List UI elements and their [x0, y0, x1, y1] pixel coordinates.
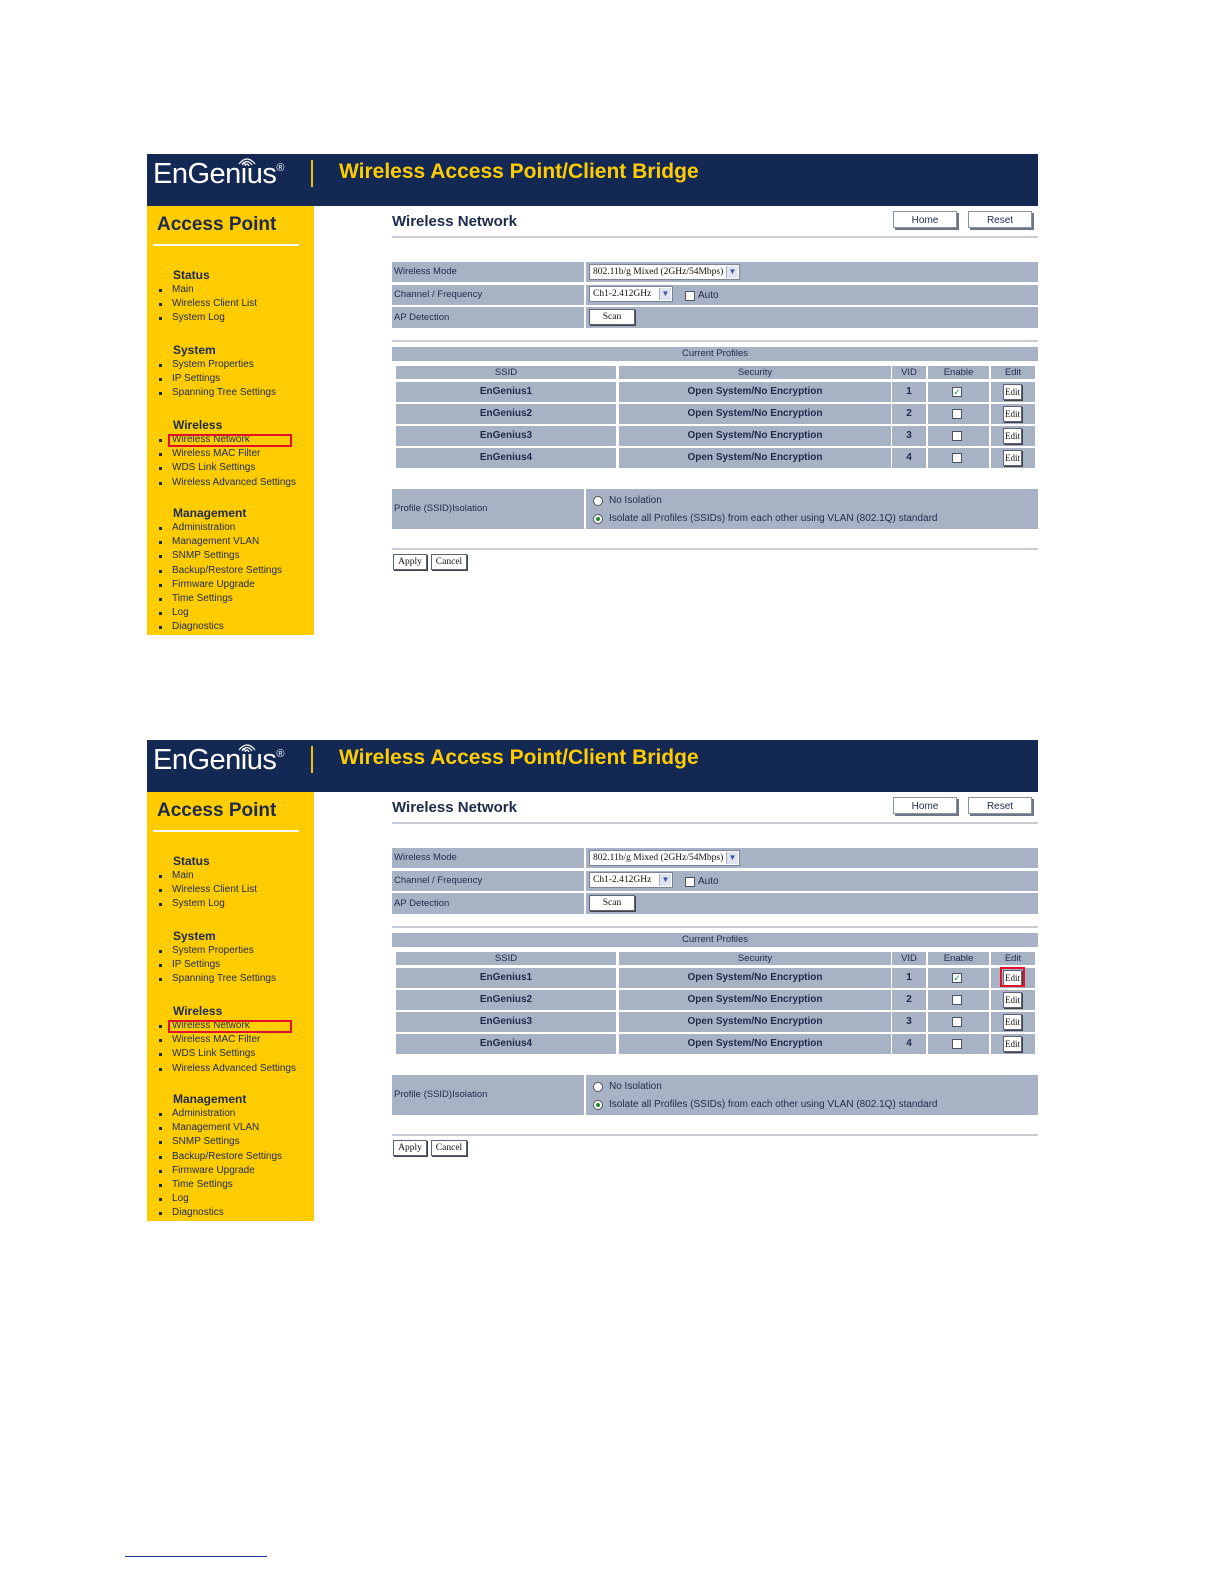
enable-header: Enable [928, 952, 989, 965]
sidebar-item[interactable]: Administration [172, 522, 236, 533]
sidebar-title: Access Point [157, 800, 277, 821]
channel-select[interactable] [589, 872, 673, 888]
sidebar-item[interactable]: IP Settings [172, 959, 221, 971]
auto-checkbox[interactable] [685, 877, 695, 887]
wifi-wave-icon [237, 739, 257, 751]
ssid-header: SSID [396, 952, 616, 965]
bullet-icon [159, 889, 162, 892]
profile-vid: 4 [892, 448, 926, 468]
scan-button[interactable]: Scan [589, 895, 635, 911]
sidebar-item[interactable]: Backup/Restore Settings [172, 564, 283, 576]
bullet-icon [159, 1212, 162, 1215]
bullet-icon [159, 584, 162, 587]
bullet-icon [159, 1156, 162, 1159]
screenshot-2 [147, 740, 1038, 1221]
bullet-icon [159, 453, 162, 456]
sidebar-item[interactable]: Wireless Network [172, 434, 250, 445]
sidebar-item[interactable]: System Log [172, 898, 225, 910]
bullet-icon [159, 1039, 162, 1042]
header-title: Wireless Access Point/Client Bridge [339, 160, 699, 183]
ap-detection-cell [586, 893, 1038, 914]
header [147, 740, 1038, 792]
wireless-mode-label: Wireless Mode [392, 262, 584, 282]
profile-security: Open System/No Encryption [619, 448, 891, 468]
sidebar-item[interactable]: Wireless MAC Filter [172, 448, 261, 460]
ssid-header: SSID [396, 366, 616, 379]
sidebar-item[interactable]: Administration [172, 1108, 236, 1119]
vid-header: VID [892, 952, 926, 965]
sidebar-divider [153, 244, 299, 246]
channel-label: Channel / Frequency [392, 285, 584, 305]
scan-button[interactable]: Scan [589, 309, 635, 325]
profile-security: Open System/No Encryption [619, 1034, 891, 1054]
profile-edit-button[interactable]: Edit [1003, 1014, 1022, 1030]
edit-header: Edit [991, 952, 1035, 965]
vid-header: VID [892, 366, 926, 379]
profile-edit-button[interactable]: Edit [1003, 1036, 1022, 1052]
profile-security: Open System/No Encryption [619, 1012, 891, 1032]
profile-ssid: EnGenius2 [396, 404, 616, 424]
screenshot-1 [147, 154, 1038, 635]
profile-ssid: EnGenius3 [396, 426, 616, 446]
isolation-radio[interactable] [593, 496, 603, 506]
sidebar-item[interactable]: Main [172, 284, 194, 295]
profile-vid: 3 [892, 1012, 926, 1032]
sidebar-item[interactable]: Log [172, 607, 189, 619]
page-title: Wireless Network [392, 799, 517, 816]
sidebar-item[interactable]: Wireless Client List [172, 884, 258, 896]
chevron-down-icon[interactable]: ▼ [726, 266, 738, 278]
chevron-down-icon[interactable]: ▼ [659, 874, 671, 886]
sidebar-item[interactable]: Main [172, 870, 194, 881]
auto-label: Auto [698, 290, 719, 301]
home-button[interactable]: Home [893, 797, 957, 814]
profile-vid: 4 [892, 1034, 926, 1054]
bullet-icon [159, 1184, 162, 1187]
sidebar-item[interactable]: Backup/Restore Settings [172, 1150, 283, 1162]
profile-enable-checkbox[interactable] [952, 431, 962, 441]
wireless-mode-select[interactable] [589, 850, 740, 866]
logo-text: EnGenius [153, 158, 277, 190]
profile-ssid: EnGenius1 [396, 382, 616, 402]
profile-edit-button[interactable]: Edit [1003, 384, 1022, 400]
apply-button[interactable]: Apply [393, 1140, 427, 1156]
sidebar-item[interactable]: Diagnostics [172, 621, 224, 633]
sidebar-item[interactable]: System Properties [172, 359, 254, 370]
home-button[interactable]: Home [893, 211, 957, 228]
wireless-mode-select[interactable] [589, 264, 740, 280]
header-notch [314, 192, 340, 206]
cancel-button[interactable]: Cancel [431, 554, 467, 570]
wireless-mode-value: 802.11b/g Mixed (2GHz/54Mbps) [593, 853, 724, 863]
logo-text: EnGenius [153, 744, 277, 776]
bullet-icon [159, 570, 162, 573]
profile-enable-checkbox[interactable]: ✓ [953, 973, 961, 983]
footer-link-underline [125, 1556, 267, 1557]
bullet-icon [159, 317, 162, 320]
profile-vid: 1 [892, 968, 926, 988]
bullet-icon [159, 1053, 162, 1056]
auto-checkbox[interactable] [685, 291, 695, 301]
sidebar-item[interactable]: Wireless Advanced Settings [172, 1062, 296, 1074]
bullet-icon [159, 875, 162, 878]
sidebar-item[interactable]: Wireless Advanced Settings [172, 476, 296, 488]
header-notch [314, 778, 340, 792]
bullet-icon [159, 1198, 162, 1201]
bullet-icon [159, 364, 162, 367]
sidebar-item[interactable]: Log [172, 1193, 189, 1205]
sidebar [147, 206, 314, 635]
isolation-radio[interactable] [593, 514, 603, 524]
sidebar-item[interactable]: WDS Link Settings [172, 1048, 256, 1060]
sidebar-item[interactable]: WDS Link Settings [172, 462, 256, 474]
channel-value: Ch1-2.412GHz [593, 289, 652, 299]
channel-select[interactable] [589, 286, 673, 302]
profile-vid: 2 [892, 990, 926, 1010]
bullet-icon [159, 1068, 162, 1071]
logo-registered-mark: ® [276, 748, 284, 760]
auto-label: Auto [698, 876, 719, 887]
sidebar-group-title: Wireless [173, 1004, 223, 1018]
isolation-radio[interactable] [593, 1100, 603, 1110]
ap-detection-cell [586, 307, 1038, 328]
channel-label: Channel / Frequency [392, 871, 584, 891]
profile-security: Open System/No Encryption [619, 404, 891, 424]
bullet-icon [159, 527, 162, 530]
sidebar-item[interactable]: Firmware Upgrade [172, 578, 255, 590]
sidebar-group-title: Status [173, 268, 210, 282]
isolation-radio[interactable] [593, 1082, 603, 1092]
sidebar-item[interactable]: Management VLAN [172, 1122, 260, 1134]
sidebar-group-title: Management [173, 1092, 247, 1106]
isolation-option-label: Isolate all Profiles (SSIDs) from each other using VLAN (802.1Q) standard [609, 1099, 938, 1110]
selected-item-highlight [168, 1020, 292, 1033]
sidebar-item[interactable]: Wireless Client List [172, 298, 258, 310]
isolation-option-label: Isolate all Profiles (SSIDs) from each other using VLAN (802.1Q) standard [609, 513, 938, 524]
section-divider [392, 926, 1038, 928]
bullet-icon [159, 289, 162, 292]
page-title: Wireless Network [392, 213, 517, 230]
selected-item-highlight [168, 434, 292, 447]
sidebar-item[interactable]: Management VLAN [172, 536, 260, 548]
sidebar-title: Access Point [157, 214, 277, 235]
edit-header: Edit [991, 366, 1035, 379]
isolation-label: Profile (SSID)Isolation [392, 489, 584, 529]
bullet-icon [159, 626, 162, 629]
chevron-down-icon[interactable]: ▼ [726, 852, 738, 864]
bottom-divider [392, 548, 1038, 550]
sidebar-item[interactable]: SNMP Settings [172, 1136, 240, 1148]
isolation-option-label: No Isolation [609, 1081, 662, 1092]
sidebar-item[interactable]: SNMP Settings [172, 550, 240, 562]
bullet-icon [159, 1127, 162, 1130]
bullet-icon [159, 555, 162, 558]
bullet-icon [159, 467, 162, 470]
profile-edit-button[interactable]: Edit [1003, 450, 1022, 466]
wireless-mode-value: 802.11b/g Mixed (2GHz/54Mbps) [593, 267, 724, 277]
profile-enable-checkbox[interactable]: ✓ [953, 387, 961, 397]
bullet-icon [159, 1141, 162, 1144]
cancel-button[interactable]: Cancel [431, 1140, 467, 1156]
radio-dot-icon [596, 517, 600, 521]
bullet-icon [159, 950, 162, 953]
header-title: Wireless Access Point/Client Bridge [339, 746, 699, 769]
profile-ssid: EnGenius4 [396, 448, 616, 468]
wifi-wave-icon [237, 153, 257, 165]
isolation-label: Profile (SSID)Isolation [392, 1075, 584, 1115]
bullet-icon [159, 1025, 162, 1028]
apply-button[interactable]: Apply [393, 554, 427, 570]
ap-detection-label: AP Detection [392, 307, 584, 328]
bullet-icon [159, 378, 162, 381]
profile-edit-button[interactable]: Edit [1003, 406, 1022, 422]
channel-value: Ch1-2.412GHz [593, 875, 652, 885]
profile-enable-checkbox[interactable] [952, 1039, 962, 1049]
sidebar-item[interactable]: System Properties [172, 945, 254, 956]
profile-vid: 2 [892, 404, 926, 424]
section-divider [392, 340, 1038, 342]
profile-security: Open System/No Encryption [619, 968, 891, 988]
edit-highlight [1000, 967, 1025, 987]
sidebar-divider [153, 830, 299, 832]
sidebar-item[interactable]: Spanning Tree Settings [172, 387, 276, 399]
profile-security: Open System/No Encryption [619, 382, 891, 402]
profile-enable-checkbox[interactable] [952, 995, 962, 1005]
profile-ssid: EnGenius1 [396, 968, 616, 988]
profile-enable-checkbox[interactable] [952, 409, 962, 419]
profile-vid: 3 [892, 426, 926, 446]
header-separator [311, 746, 313, 773]
profile-enable-checkbox[interactable] [952, 453, 962, 463]
profile-ssid: EnGenius4 [396, 1034, 616, 1054]
security-header: Security [619, 952, 891, 965]
profile-security: Open System/No Encryption [619, 990, 891, 1010]
bullet-icon [159, 964, 162, 967]
bullet-icon [159, 439, 162, 442]
wireless-mode-label: Wireless Mode [392, 848, 584, 868]
sidebar-item[interactable]: Wireless Network [172, 1020, 250, 1031]
sidebar-item[interactable]: IP Settings [172, 373, 221, 385]
bullet-icon [159, 598, 162, 601]
bullet-icon [159, 1170, 162, 1173]
sidebar-item[interactable]: Diagnostics [172, 1207, 224, 1219]
sidebar-group-title: Wireless [173, 418, 223, 432]
sidebar-item[interactable]: Spanning Tree Settings [172, 973, 276, 985]
isolation-option-label: No Isolation [609, 495, 662, 506]
reset-button[interactable]: Reset [968, 211, 1032, 228]
bullet-icon [159, 482, 162, 485]
title-divider [392, 236, 1038, 238]
profile-ssid: EnGenius2 [396, 990, 616, 1010]
chevron-down-icon[interactable]: ▼ [659, 288, 671, 300]
profile-enable-checkbox[interactable] [952, 1017, 962, 1027]
engenius-logo [153, 744, 284, 777]
profile-security: Open System/No Encryption [619, 426, 891, 446]
sidebar-group-title: Status [173, 854, 210, 868]
bottom-divider [392, 1134, 1038, 1136]
title-divider [392, 822, 1038, 824]
profiles-caption: Current Profiles [392, 933, 1038, 947]
profile-vid: 1 [892, 382, 926, 402]
header [147, 154, 1038, 206]
sidebar-item[interactable]: Time Settings [172, 1179, 233, 1190]
sidebar-item[interactable]: Firmware Upgrade [172, 1164, 255, 1176]
bullet-icon [159, 978, 162, 981]
radio-dot-icon [596, 1103, 600, 1107]
bullet-icon [159, 303, 162, 306]
enable-header: Enable [928, 366, 989, 379]
sidebar-item[interactable]: System Log [172, 312, 225, 324]
bullet-icon [159, 903, 162, 906]
sidebar-item[interactable]: Wireless MAC Filter [172, 1034, 261, 1046]
sidebar-group-title: Management [173, 506, 247, 520]
profile-ssid: EnGenius3 [396, 1012, 616, 1032]
profile-edit-button[interactable]: Edit [1003, 970, 1022, 986]
engenius-logo [153, 158, 284, 191]
security-header: Security [619, 366, 891, 379]
bullet-icon [159, 541, 162, 544]
sidebar [147, 792, 314, 1221]
logo-registered-mark: ® [276, 162, 284, 174]
sidebar-item[interactable]: Time Settings [172, 593, 233, 604]
sidebar-group-title: System [173, 929, 216, 943]
reset-button[interactable]: Reset [968, 797, 1032, 814]
profile-edit-button[interactable]: Edit [1003, 992, 1022, 1008]
profiles-caption: Current Profiles [392, 347, 1038, 361]
sidebar-group-title: System [173, 343, 216, 357]
bullet-icon [159, 392, 162, 395]
bullet-icon [159, 612, 162, 615]
ap-detection-label: AP Detection [392, 893, 584, 914]
header-separator [311, 160, 313, 187]
bullet-icon [159, 1113, 162, 1116]
profile-edit-button[interactable]: Edit [1003, 428, 1022, 444]
